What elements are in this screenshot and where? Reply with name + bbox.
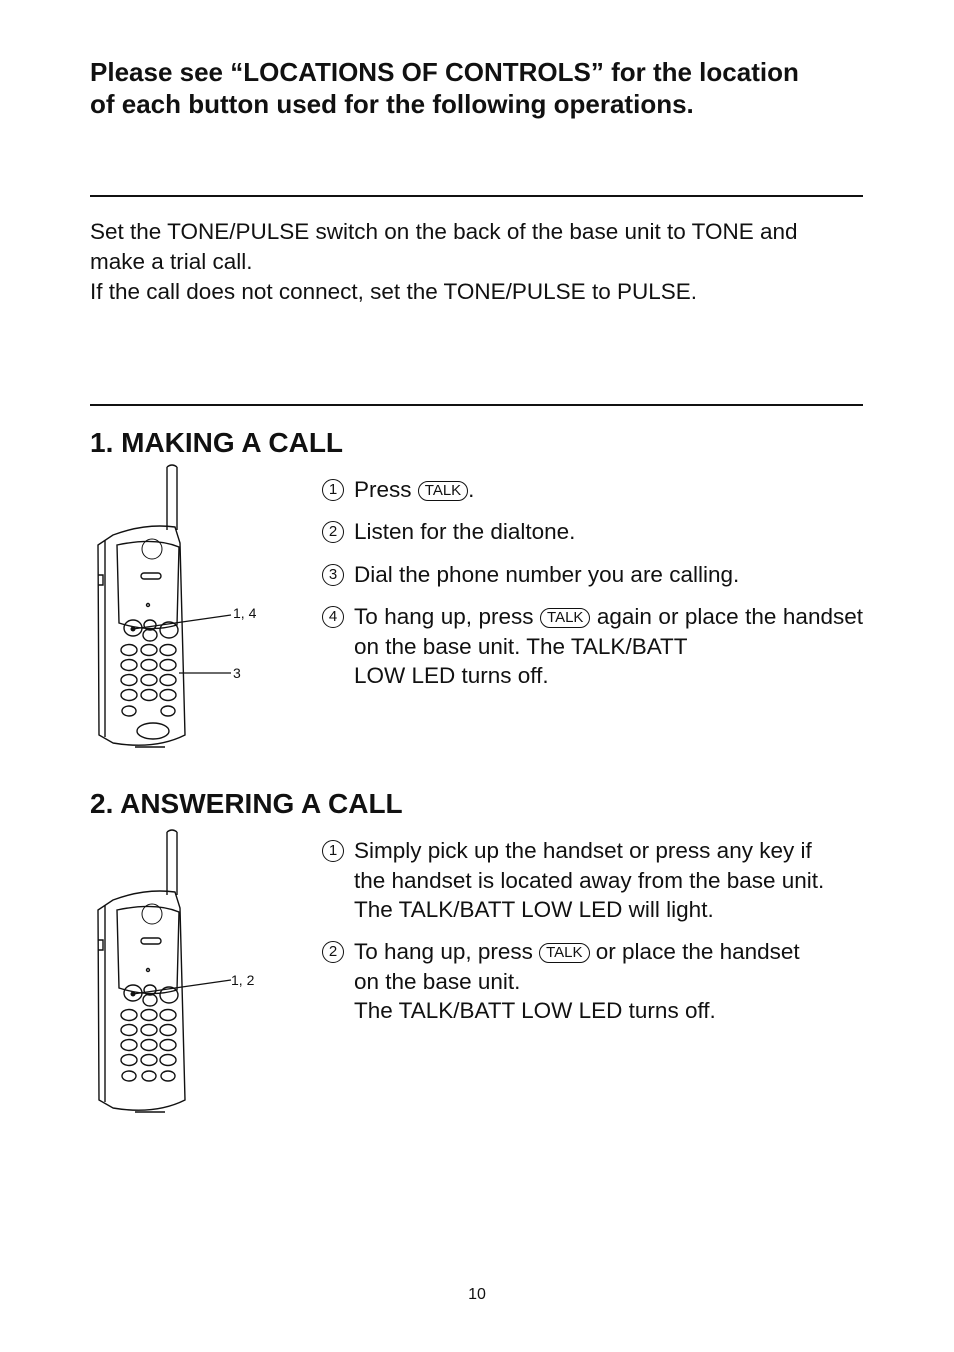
step-number-1: 1 xyxy=(322,840,344,862)
answering-call-step-1 xyxy=(322,836,863,925)
answering-call-step-2 xyxy=(322,937,863,1026)
intro-line-2: of each button used for the following operations. xyxy=(90,89,694,119)
talk-key-icon: TALK xyxy=(540,608,590,628)
step-number-3: 3 xyxy=(322,564,344,586)
step-number-2: 2 xyxy=(322,521,344,543)
step-4-text-line-2: LOW LED turns off. xyxy=(354,663,549,688)
intro-text xyxy=(90,56,870,120)
answer-step-1-line-3: The TALK/BATT LOW LED will light. xyxy=(354,897,714,922)
answer-step-1-line-1: Simply pick up the handset or press any key if xyxy=(354,838,812,863)
divider-2 xyxy=(90,404,863,406)
step-1-text-after: . xyxy=(468,477,475,502)
step-3-text: Dial the phone number you are calling. xyxy=(354,562,740,587)
tone-pulse-line-2: make a trial call. xyxy=(90,249,253,274)
step-number-2: 2 xyxy=(322,941,344,963)
callout-3: 3 xyxy=(233,665,241,681)
step-4-text-after: again or place the handset on the base unit. The TALK/BATT xyxy=(354,604,863,659)
answering-call-heading: 2. ANSWERING A CALL xyxy=(90,788,403,819)
making-call-step-3 xyxy=(322,560,863,590)
tone-pulse-paragraph xyxy=(90,217,880,307)
answer-step-2-line-3: The TALK/BATT LOW LED turns off. xyxy=(354,998,716,1023)
answer-step-2-text-before: To hang up, press xyxy=(354,939,540,964)
making-call-step-4 xyxy=(322,602,863,691)
making-call-step-1 xyxy=(322,475,863,505)
callout-1-4: 1, 4 xyxy=(233,605,257,621)
answer-step-2-line-2: on the base unit. xyxy=(354,968,521,994)
answer-step-2-text-after: or place the handset xyxy=(589,939,800,964)
divider-1 xyxy=(90,195,863,197)
making-call-step-2 xyxy=(322,517,863,547)
tone-pulse-line-3: If the call does not connect, set the TONE/PULSE to PULSE. xyxy=(90,279,697,304)
answer-step-1-line-2: the handset is located away from the base unit. xyxy=(354,867,825,893)
page-number: 10 xyxy=(468,1286,486,1303)
tone-pulse-line-1: Set the TONE/PULSE switch on the back of the base unit to TONE and xyxy=(90,219,798,244)
talk-key-icon: TALK xyxy=(418,481,468,501)
callout-1-2: 1, 2 xyxy=(231,972,255,988)
step-1-text-before: Press xyxy=(354,477,418,502)
step-2-text: Listen for the dialtone. xyxy=(354,519,576,544)
making-call-heading: 1. MAKING A CALL xyxy=(90,427,344,458)
intro-line-1: Please see “LOCATIONS OF CONTROLS” for the location xyxy=(90,57,799,87)
talk-key-icon: TALK xyxy=(539,943,589,963)
step-number-1: 1 xyxy=(322,479,344,501)
step-number-4: 4 xyxy=(322,606,344,628)
step-4-text-before: To hang up, press xyxy=(354,604,541,629)
